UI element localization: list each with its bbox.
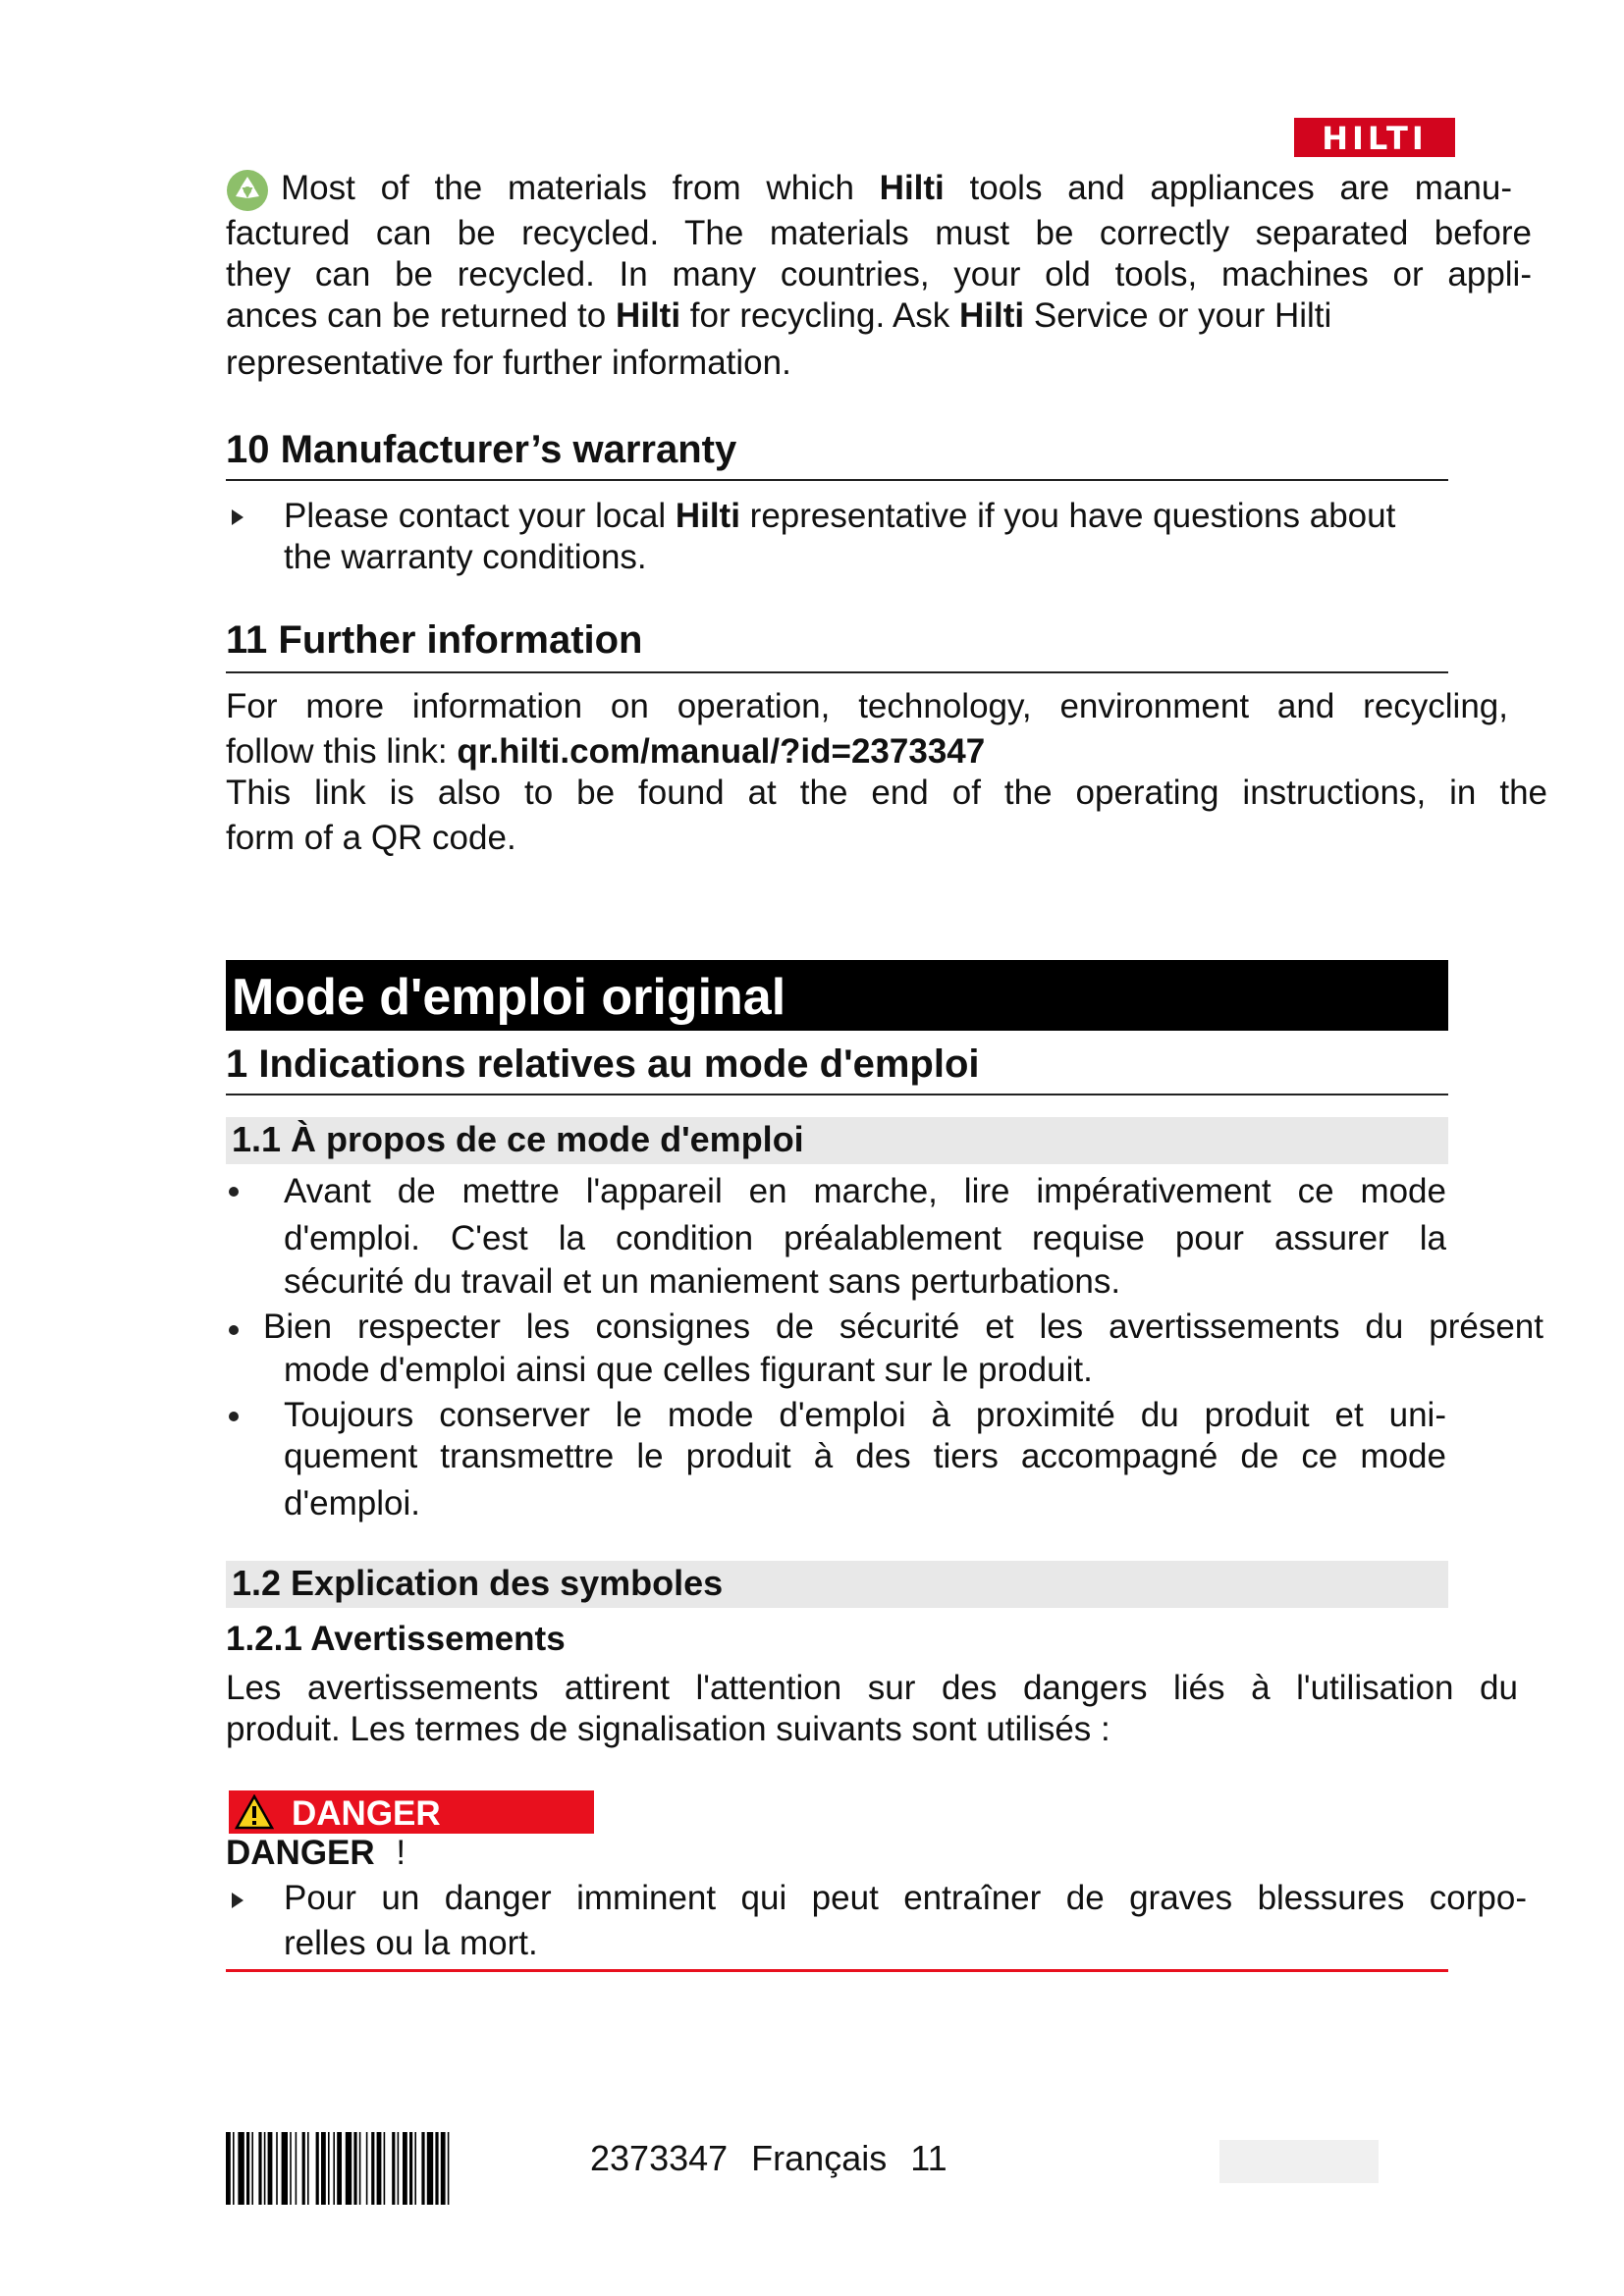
text: This link is also to be found at the end of the operating instructions, in the <box>226 774 1547 812</box>
fr-bullet-3-line-1 <box>284 1394 1446 1437</box>
bullet-dot-icon <box>229 1187 239 1197</box>
danger-label <box>226 1834 406 1873</box>
footer-doc-number: 2373347 <box>590 2138 729 2178</box>
section-11-title: 11 Further information <box>226 618 643 662</box>
barcode-bar <box>337 2132 342 2205</box>
text: Service or your Hilti <box>1024 296 1332 335</box>
danger-bullet-line-2 <box>284 1922 1527 1965</box>
warranty-bullet-line-1 <box>284 495 1462 538</box>
barcode-bar <box>302 2132 305 2205</box>
barcode-bar <box>290 2132 292 2205</box>
barcode-bar <box>321 2132 326 2205</box>
section-1-rule <box>226 1094 1448 1095</box>
footer-text <box>590 2138 947 2179</box>
section-1-1-bar <box>226 1117 1448 1164</box>
barcode-bar <box>448 2132 450 2205</box>
barcode-bar <box>346 2132 352 2205</box>
barcode-bar <box>359 2132 361 2205</box>
barcode-bar <box>333 2132 335 2205</box>
text: representative if you have questions about <box>739 497 1396 535</box>
barcode-bar <box>328 2132 330 2205</box>
text: quement transmettre le produit à des tiers accompagné de ce mode <box>284 1437 1446 1475</box>
further-line-3 <box>226 772 1547 815</box>
barcode-bar <box>403 2132 407 2205</box>
recycling-line-1 <box>281 167 1512 210</box>
text: Toujours conserver le mode d'emploi à proximité du produit et uni- <box>284 1396 1446 1434</box>
section-1-2-title: 1.2 Explication des symboles <box>232 1563 724 1603</box>
barcode-bar <box>392 2132 395 2205</box>
recycling-line-2 <box>226 212 1532 255</box>
banner-title: Mode d'emploi original <box>232 969 786 1026</box>
bullet-dot-icon <box>229 1325 239 1335</box>
further-line-2 <box>226 730 1508 774</box>
barcode-bar <box>377 2132 382 2205</box>
further-line-4 <box>226 817 1508 860</box>
text: tools and appliances are manu- <box>944 169 1512 207</box>
fr-bullet-3-line-3 <box>284 1482 1446 1525</box>
text: relles ou la mort. <box>284 1924 538 1962</box>
barcode-bar <box>233 2132 235 2205</box>
bullet-dot-icon <box>229 1412 239 1421</box>
danger-badge-text: DANGER <box>292 1794 441 1833</box>
fr-bullet-2-line-2 <box>284 1349 1446 1392</box>
barcode-bar <box>384 2132 386 2205</box>
barcode-bar <box>398 2132 400 2205</box>
text: d'emploi. C'est la condition préalablement requise pour assurer la <box>284 1219 1446 1257</box>
brand-bold: Hilti <box>959 296 1025 335</box>
fr-bullet-1-line-3 <box>284 1260 1446 1304</box>
danger-badge <box>229 1790 594 1834</box>
text: d'emploi. <box>284 1484 420 1522</box>
barcode-bar <box>282 2132 288 2205</box>
barcode-bar <box>251 2132 253 2205</box>
warning-triangle-icon <box>235 1794 274 1835</box>
barcode-bar <box>409 2132 412 2205</box>
danger-rule <box>226 1969 1448 1972</box>
barcode-bar <box>421 2132 424 2205</box>
text: For more information on operation, technology, environment and recycling, <box>226 687 1508 725</box>
french-manual-banner <box>226 960 1448 1031</box>
barcode-bar <box>307 2132 309 2205</box>
manual-link[interactable]: qr.hilti.com/manual/?id=2373347 <box>457 732 986 771</box>
text: for recycling. Ask <box>680 296 960 335</box>
text: the warranty conditions. <box>284 538 647 576</box>
barcode-bar <box>258 2132 261 2205</box>
text: ances can be returned to <box>226 296 616 335</box>
danger-bullet-line-1 <box>284 1877 1527 1920</box>
barcode-bar <box>238 2132 244 2205</box>
recycling-line-4 <box>226 294 1532 338</box>
text: form of a QR code. <box>226 819 516 857</box>
danger-exclamation: ! <box>396 1834 406 1872</box>
barcode-bar <box>226 2132 231 2205</box>
barcode-bar <box>296 2132 298 2205</box>
fr-bullet-2-line-1 <box>263 1306 1543 1349</box>
text: Bien respecter les consignes de sécurité et les avertissements du présent <box>263 1308 1543 1346</box>
hilti-logo <box>1294 118 1455 157</box>
barcode-bar <box>316 2132 319 2205</box>
text: produit. Les termes de signalisation suivants sont utilisés : <box>226 1710 1110 1748</box>
recycle-icon <box>226 169 269 212</box>
hilti-logo-text: HILTI <box>1322 120 1428 157</box>
further-line-1 <box>226 685 1508 728</box>
text: mode d'emploi ainsi que celles figurant sur le produit. <box>284 1351 1093 1389</box>
barcode-bar <box>276 2132 278 2205</box>
text: Avant de mettre l'appareil en marche, lire impérativement ce mode <box>284 1172 1446 1210</box>
section-1-2-1-title: 1.2.1 Avertissements <box>226 1620 566 1658</box>
barcode-bar <box>366 2132 368 2205</box>
section-1-2-bar <box>226 1561 1448 1608</box>
text: representative for further information. <box>226 344 791 382</box>
section-10-rule <box>226 479 1448 481</box>
barcode-bar <box>246 2132 249 2205</box>
barcode-bar <box>427 2132 433 2205</box>
recycling-line-5 <box>226 342 1532 385</box>
fr-bullet-1-line-2 <box>284 1217 1446 1260</box>
footer-gray-box <box>1219 2140 1379 2183</box>
triangle-bullet-icon <box>232 509 244 525</box>
text: factured can be recycled. The materials must be correctly separated before <box>226 214 1532 252</box>
recycling-line-3 <box>226 253 1532 296</box>
barcode-bar <box>371 2132 374 2205</box>
triangle-bullet-icon <box>232 1893 244 1908</box>
brand-bold: Hilti <box>879 169 945 207</box>
text: sécurité du travail et un maniement sans perturbations. <box>284 1262 1121 1301</box>
text: they can be recycled. In many countries, your old tools, machines or appli- <box>226 255 1532 294</box>
barcode-bar <box>353 2132 356 2205</box>
barcode-bar <box>264 2132 266 2205</box>
fr-para-line-1 <box>226 1667 1518 1710</box>
warranty-bullet-line-2 <box>284 536 1462 579</box>
barcode-bar <box>441 2132 446 2205</box>
danger-label-bold: DANGER <box>226 1834 375 1872</box>
brand-bold: Hilti <box>675 497 740 535</box>
section-11-rule <box>226 671 1448 673</box>
footer-page-number: 11 <box>910 2138 947 2178</box>
fr-bullet-3-line-2 <box>284 1435 1446 1478</box>
section-10-title: 10 Manufacturer’s warranty <box>226 428 737 471</box>
section-1-1-title: 1.1 À propos de ce mode d'emploi <box>232 1119 804 1159</box>
section-1-title: 1 Indications relatives au mode d'emploi <box>226 1042 980 1086</box>
fr-bullet-1-line-1 <box>284 1170 1446 1213</box>
barcode <box>226 2132 560 2205</box>
text: Pour un danger imminent qui peut entraîner de graves blessures corpo- <box>284 1879 1527 1917</box>
text: Please contact your local <box>284 497 676 535</box>
barcode-bar <box>414 2132 416 2205</box>
brand-bold: Hilti <box>615 296 681 335</box>
fr-para-line-2 <box>226 1708 1518 1751</box>
text: Les avertissements attirent l'attention sur des dangers liés à l'utilisation du <box>226 1669 1518 1707</box>
barcode-bar <box>435 2132 438 2205</box>
footer-language: Français <box>751 2138 888 2178</box>
text: Most of the materials from which <box>281 169 880 207</box>
text: follow this link: <box>226 732 458 771</box>
barcode-bar <box>268 2132 273 2205</box>
